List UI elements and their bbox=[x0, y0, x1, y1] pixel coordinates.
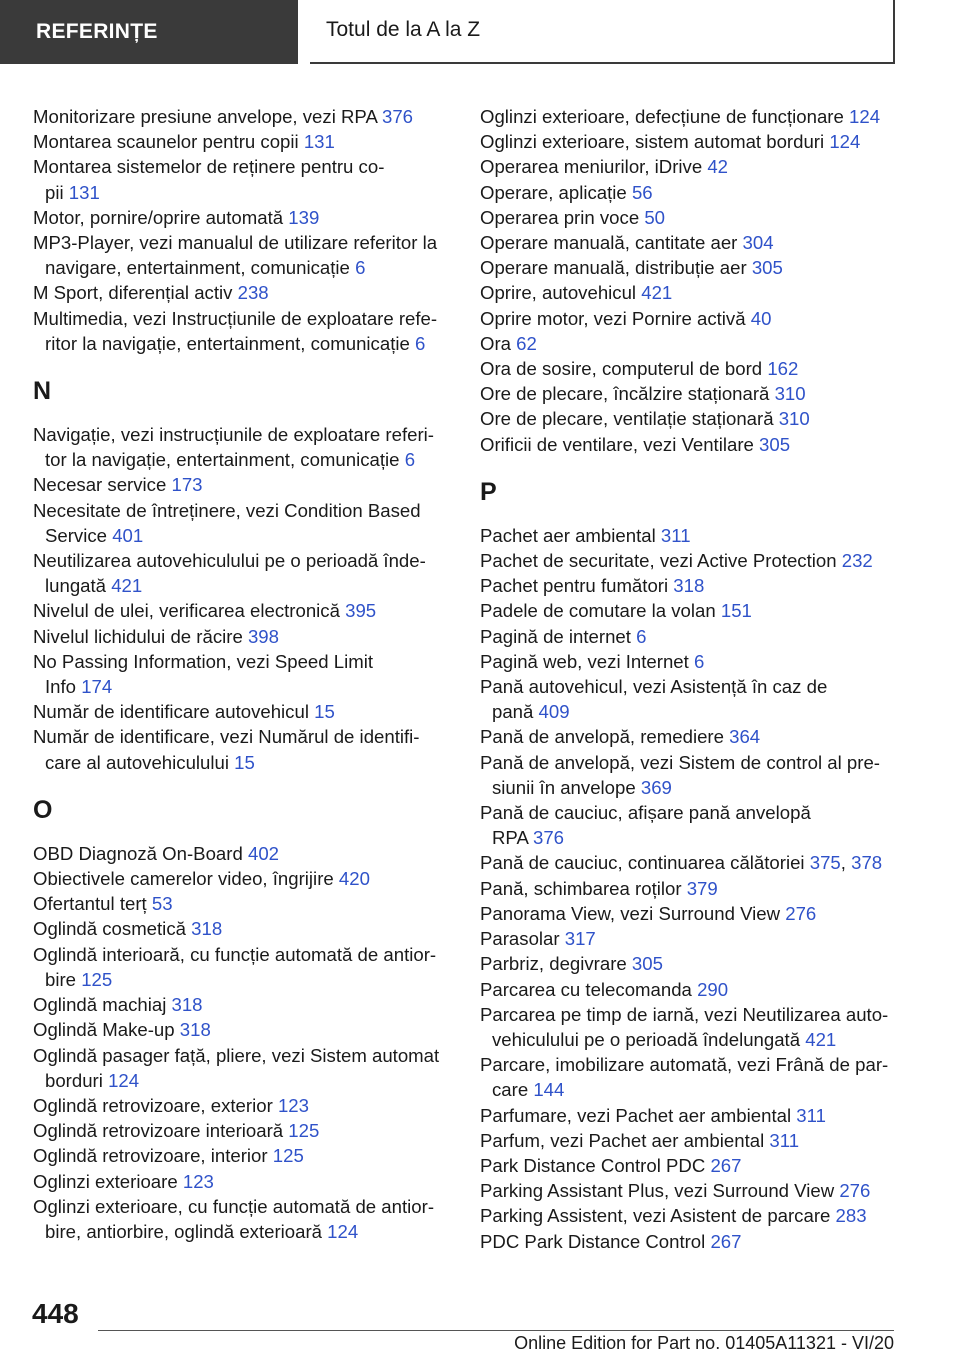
index-column-right bbox=[480, 104, 910, 1254]
index-entry-text: Parbriz, degivrare bbox=[480, 953, 627, 975]
index-entry bbox=[33, 498, 451, 548]
page-reference-link[interactable]: 123 bbox=[182, 1170, 214, 1192]
page-reference-link[interactable]: 238 bbox=[237, 282, 269, 304]
index-entry-text: tor la navigație, entertainment, comunicație bbox=[45, 449, 400, 471]
index-entry-text: navigare, entertainment, comunicație bbox=[45, 257, 350, 279]
index-entry-text: Pană de anvelopă, vezi Sistem de control al pre- bbox=[480, 751, 880, 773]
index-entry-text: Număr de identificare, vezi Numărul de identifi- bbox=[33, 726, 420, 748]
page-reference-link[interactable]: 421 bbox=[805, 1028, 837, 1050]
index-entry bbox=[33, 472, 451, 497]
page-reference-link[interactable]: 267 bbox=[710, 1154, 742, 1176]
page-number: 448 bbox=[32, 1298, 79, 1329]
index-letter-heading: P bbox=[480, 477, 497, 506]
index-entry-text: Panorama View, vezi Surround View bbox=[480, 902, 781, 924]
page-reference-link[interactable]: 62 bbox=[516, 332, 537, 354]
index-entry bbox=[33, 916, 451, 941]
index-entry bbox=[33, 230, 451, 280]
page-reference-link[interactable]: 123 bbox=[277, 1094, 309, 1116]
page-reference-link[interactable]: 318 bbox=[191, 918, 223, 940]
index-entry-text: Pană de cauciuc, afișare pană anvelopă bbox=[480, 802, 811, 824]
index-entry-text: Oglinzi exterioare, cu funcție automată de antior- bbox=[33, 1195, 435, 1217]
page-reference-link[interactable]: 162 bbox=[767, 358, 799, 380]
page-reference-link[interactable]: 124 bbox=[327, 1220, 359, 1242]
page-reference-link[interactable]: 267 bbox=[710, 1230, 742, 1252]
index-entry bbox=[480, 649, 910, 674]
index-entry-text: care bbox=[492, 1079, 529, 1101]
page-reference-link[interactable]: 6 bbox=[404, 449, 416, 471]
index-entry-text: M Sport, diferențial activ bbox=[33, 282, 233, 304]
index-entry-text: pii bbox=[45, 181, 64, 203]
index-entry bbox=[480, 724, 910, 749]
index-entry-text: Ora bbox=[480, 332, 511, 354]
index-entry bbox=[480, 977, 910, 1002]
index-entry-text: Număr de identificare autovehicul bbox=[33, 701, 309, 723]
index-entry bbox=[33, 1093, 451, 1118]
index-entry bbox=[33, 891, 451, 916]
index-entry-text: Necesitate de întreținere, vezi Condition Based bbox=[33, 499, 421, 521]
index-entry-text: Park Distance Control PDC bbox=[480, 1154, 706, 1176]
page-reference-link[interactable]: 53 bbox=[151, 893, 173, 915]
index-entry-text: Pachet pentru fumători bbox=[480, 575, 669, 597]
page-reference-link[interactable]: 50 bbox=[644, 206, 666, 228]
page-reference-link[interactable]: 40 bbox=[750, 307, 772, 329]
index-letter-heading: N bbox=[33, 377, 52, 406]
index-entry bbox=[480, 523, 910, 548]
index-entry bbox=[480, 154, 910, 179]
index-entry-text: OBD Diagnoză On-Board bbox=[33, 842, 243, 864]
page-reference-link[interactable]: 364 bbox=[729, 726, 761, 748]
index-entry bbox=[480, 1203, 910, 1228]
index-entry-text: siunii în anvelope bbox=[492, 776, 636, 798]
index-entry-text: Operare manuală, distribuție aer bbox=[480, 257, 747, 279]
index-entry-text: Info bbox=[45, 676, 77, 698]
index-entry-text: Oglindă retrovizoare interioară bbox=[33, 1120, 284, 1142]
index-entry-text: Pană, schimbarea roților bbox=[480, 877, 682, 899]
index-entry bbox=[33, 1118, 451, 1143]
page-reference-link[interactable]: 151 bbox=[720, 600, 752, 622]
index-entry bbox=[480, 876, 910, 901]
page-reference-link[interactable]: 421 bbox=[641, 282, 673, 304]
index-entry-text: Ore de plecare, încălzire staționară bbox=[480, 383, 770, 405]
index-letter-heading: O bbox=[33, 795, 53, 824]
index-entry bbox=[480, 230, 910, 255]
page-reference-link[interactable]: 6 bbox=[355, 257, 366, 279]
index-entry-text: care al autovehiculului bbox=[45, 751, 229, 773]
index-entry bbox=[480, 1128, 910, 1153]
index-entry bbox=[480, 800, 910, 850]
index-entry bbox=[33, 649, 451, 699]
index-entry-text: PDC Park Distance Control bbox=[480, 1230, 706, 1252]
index-entry bbox=[480, 674, 910, 724]
page-reference-link[interactable]: 369 bbox=[640, 776, 672, 798]
index-entry-text: Oglinzi exterioare, defecțiune de funcționare bbox=[480, 106, 844, 127]
index-entry-text: Multimedia, vezi Instrucțiunile de exploatare refe- bbox=[33, 307, 438, 329]
index-entry bbox=[33, 1017, 451, 1042]
page-reference-link[interactable]: 125 bbox=[288, 1120, 320, 1142]
index-entry-text: Pană autovehicul, vezi Asistență în caz de bbox=[480, 676, 828, 698]
index-entry bbox=[480, 1103, 910, 1128]
page-reference-link[interactable]: 379 bbox=[686, 877, 718, 899]
page-reference-link[interactable]: 174 bbox=[81, 676, 113, 698]
index-entry-text: Montarea scaunelor pentru copii bbox=[33, 131, 299, 153]
page-reference-link[interactable]: 124 bbox=[829, 131, 861, 153]
index-entry-text: Operarea meniurilor, iDrive bbox=[480, 156, 703, 178]
page-reference-link[interactable]: 144 bbox=[533, 1079, 565, 1101]
index-entry bbox=[480, 624, 910, 649]
index-entry-text: Service bbox=[45, 524, 108, 546]
page-reference-link[interactable]: 378 bbox=[851, 852, 883, 874]
index-entry-text: Parcarea cu telecomanda bbox=[480, 978, 692, 1000]
index-entry bbox=[480, 598, 910, 623]
section-tab bbox=[0, 0, 298, 64]
page-reference-link[interactable]: 305 bbox=[751, 257, 783, 279]
index-entry-text: Nivelul de ulei, verificarea electronică bbox=[33, 600, 340, 622]
index-entry-text: Obiectivele camerelor video, îngrijire bbox=[33, 868, 334, 890]
page-reference-link[interactable]: 310 bbox=[774, 383, 806, 405]
page-reference-link[interactable]: 232 bbox=[841, 550, 873, 572]
page-reference-link[interactable]: 311 bbox=[769, 1129, 800, 1151]
page-reference-link[interactable]: 131 bbox=[303, 131, 335, 153]
index-entry: Pană de cauciuc, continuarea călătoriei 375, 378 bbox=[480, 852, 883, 874]
index-entry-text: Pagină de internet bbox=[480, 625, 631, 647]
index-entry bbox=[480, 1153, 910, 1178]
index-entry-text: Parasolar bbox=[480, 928, 560, 950]
index-entry-text: Oglindă cosmetică bbox=[33, 918, 186, 940]
index-entry-text: Ofertantul terț bbox=[33, 893, 147, 915]
section-label: REFERINȚE bbox=[36, 20, 158, 43]
index-entry-text: Montarea sistemelor de reținere pentru co- bbox=[33, 156, 385, 178]
index-entry bbox=[33, 841, 451, 866]
index-entry bbox=[480, 381, 910, 406]
page-reference-link[interactable]: 304 bbox=[742, 232, 774, 254]
index-entry bbox=[33, 280, 451, 305]
footer-divider bbox=[98, 1330, 894, 1331]
index-column-left bbox=[33, 104, 451, 1244]
index-entry bbox=[480, 129, 910, 154]
index-entry bbox=[480, 356, 910, 381]
index-entry-text: RPA bbox=[492, 827, 528, 849]
page-reference-link[interactable]: 15 bbox=[314, 701, 335, 723]
index-entry-text: Operare manuală, cantitate aer bbox=[480, 232, 738, 254]
index-entry-text: Padele de comutare la volan bbox=[480, 600, 716, 622]
page-reference-link[interactable]: 318 bbox=[171, 994, 203, 1016]
index-entry-text: Oglindă pasager față, pliere, vezi Sistem automat bbox=[33, 1044, 440, 1066]
index-entry-text: bire, antiorbire, oglindă exterioară bbox=[45, 1220, 322, 1242]
index-entry bbox=[33, 699, 451, 724]
index-entry bbox=[33, 866, 451, 891]
index-entry-text: Navigație, vezi instrucțiunile de exploatare referi- bbox=[33, 424, 434, 446]
index-entry-text: Oprire motor, vezi Pornire activă bbox=[480, 307, 746, 329]
index-entry bbox=[33, 942, 451, 992]
index-entry-text: Oglindă retrovizoare, exterior bbox=[33, 1094, 273, 1116]
page-reference-link[interactable]: 376 bbox=[382, 106, 414, 127]
index-entry bbox=[480, 406, 910, 431]
page-reference-link[interactable]: 395 bbox=[345, 600, 377, 622]
index-entry-text: Monitorizare presiune anvelope, vezi RPA bbox=[33, 106, 377, 127]
page-reference-link[interactable]: 305 bbox=[631, 953, 663, 975]
index-entry-text: Oglinzi exterioare bbox=[33, 1170, 178, 1192]
index-entry bbox=[480, 255, 910, 280]
page-reference-link[interactable]: 283 bbox=[835, 1205, 867, 1227]
page-reference-link[interactable]: 173 bbox=[171, 474, 203, 496]
index-entry-text: vehiculului pe o perioadă îndelungată bbox=[492, 1028, 801, 1050]
page-reference-link[interactable]: 15 bbox=[234, 751, 255, 773]
index-entry bbox=[480, 280, 910, 305]
index-entry bbox=[33, 624, 451, 649]
index-entry-text: Necesar service bbox=[33, 474, 167, 496]
page-reference-link[interactable]: 124 bbox=[108, 1069, 140, 1091]
index-entry-text: Operare, aplicație bbox=[480, 181, 627, 203]
page-reference-link[interactable]: 311 bbox=[796, 1104, 826, 1126]
index-entry-text: pană bbox=[492, 701, 534, 723]
index-entry bbox=[480, 926, 910, 951]
index-entry-text: Pachet de securitate, vezi Active Protection bbox=[480, 550, 837, 572]
index-entry bbox=[480, 901, 910, 926]
page-reference-link[interactable]: 6 bbox=[693, 650, 705, 672]
index-entry bbox=[480, 104, 910, 129]
page-reference-link[interactable]: 124 bbox=[849, 106, 881, 127]
index-entry-text: MP3-Player, vezi manualul de utilizare referitor la bbox=[33, 232, 438, 254]
page-reference-link[interactable]: 290 bbox=[697, 978, 729, 1000]
index-entry bbox=[480, 573, 910, 598]
page-reference-link[interactable]: 409 bbox=[538, 701, 570, 723]
page-title bbox=[310, 0, 895, 64]
index-entry bbox=[480, 548, 910, 573]
index-entry bbox=[480, 1002, 910, 1052]
index-entry-text: Oglindă interioară, cu funcție automată de antior- bbox=[33, 943, 437, 965]
page-reference-link[interactable]: 310 bbox=[778, 408, 810, 430]
index-entry-text: borduri bbox=[45, 1069, 103, 1091]
index-entry bbox=[480, 180, 910, 205]
page-title-text: Totul de la A la Z bbox=[326, 18, 481, 41]
page-reference-link[interactable]: 375 bbox=[809, 852, 841, 874]
index-entry-text: Motor, pornire/oprire automată bbox=[33, 206, 284, 228]
index-entry bbox=[33, 1043, 451, 1093]
index-entry bbox=[33, 104, 451, 129]
index-entry-text: Nivelul lichidului de răcire bbox=[33, 625, 243, 647]
index-entry-text: Parking Assistent, vezi Asistent de parcare bbox=[480, 1205, 831, 1227]
page-reference-link[interactable]: 398 bbox=[247, 625, 279, 647]
index-entry-text: Ora de sosire, computerul de bord bbox=[480, 358, 763, 380]
index-entry bbox=[33, 1194, 451, 1244]
page-reference-link[interactable]: 6 bbox=[415, 332, 426, 354]
index-entry bbox=[480, 951, 910, 976]
page-reference-link[interactable]: 276 bbox=[839, 1180, 871, 1202]
page-reference-link[interactable]: 421 bbox=[111, 575, 143, 597]
page-reference-link[interactable]: 402 bbox=[247, 842, 280, 864]
page-reference-link[interactable]: 56 bbox=[631, 181, 653, 203]
index-entry bbox=[33, 1169, 451, 1194]
index-entry-text: Neutilizarea autovehiculului pe o perioadă înde- bbox=[33, 550, 426, 572]
index-entry-text: Operarea prin voce bbox=[480, 206, 640, 228]
index-entry-text: bire bbox=[45, 968, 77, 990]
index-entry-text: Parfum, vezi Pachet aer ambiental bbox=[480, 1129, 765, 1151]
page-reference-link[interactable]: 376 bbox=[533, 827, 565, 849]
index-entry bbox=[33, 992, 451, 1017]
index-entry bbox=[480, 750, 910, 800]
footer-edition: Online Edition for Part no. 01405A11321 - VI/20 bbox=[514, 1333, 894, 1353]
page-reference-link[interactable]: 311 bbox=[660, 524, 691, 546]
page-reference-link[interactable]: 139 bbox=[288, 206, 320, 228]
index-entry bbox=[33, 724, 451, 774]
page-reference-link[interactable]: 131 bbox=[68, 181, 100, 203]
index-entry-text: Oglindă machiaj bbox=[33, 994, 167, 1016]
index-entry-text: No Passing Information, vezi Speed Limit bbox=[33, 650, 374, 672]
index-entry-text: Oglindă retrovizoare, interior bbox=[33, 1145, 268, 1167]
index-entry-text: Oglinzi exterioare, sistem automat borduri bbox=[480, 131, 825, 153]
index-entry-text: Parcare, imobilizare automată, vezi Frână de par- bbox=[480, 1054, 889, 1076]
index-entry-text: Pană de cauciuc, continuarea călătoriei bbox=[480, 852, 805, 874]
index-entry-text: Pachet aer ambiental bbox=[480, 524, 656, 546]
index-entry bbox=[480, 432, 910, 457]
index-entry-text: Pană de anvelopă, remediere bbox=[480, 726, 724, 748]
page-reference-link[interactable]: 401 bbox=[112, 524, 144, 546]
index-entry-text: Oprire, autovehicul bbox=[480, 282, 637, 304]
index-entry bbox=[33, 154, 451, 204]
index-entry bbox=[33, 598, 451, 623]
index-entry bbox=[480, 1052, 910, 1102]
index-entry bbox=[480, 306, 910, 331]
page-reference-link[interactable]: 318 bbox=[673, 575, 705, 597]
index-entry bbox=[33, 129, 451, 154]
index-entry-text: Parcarea pe timp de iarnă, vezi Neutilizarea auto- bbox=[480, 1003, 889, 1025]
index-entry bbox=[480, 205, 910, 230]
index-entry-text: Oglindă Make-up bbox=[33, 1019, 175, 1041]
index-entry-text: Parfumare, vezi Pachet aer ambiental bbox=[480, 1104, 792, 1126]
index-entry bbox=[33, 205, 451, 230]
index-entry bbox=[33, 422, 451, 472]
page-reference-link[interactable]: 42 bbox=[707, 156, 729, 178]
index-entry bbox=[480, 331, 910, 356]
index-entry bbox=[480, 1178, 910, 1203]
page-reference-link[interactable]: 318 bbox=[179, 1019, 211, 1041]
index-entry bbox=[33, 306, 451, 356]
index-entry-text: ritor la navigație, entertainment, comunicație bbox=[45, 332, 410, 354]
page-reference-link[interactable]: 6 bbox=[636, 625, 647, 647]
index-entry bbox=[33, 1143, 451, 1168]
page-reference-link[interactable]: 276 bbox=[785, 902, 817, 924]
page-reference-link[interactable]: 305 bbox=[759, 433, 791, 455]
page-reference-link[interactable]: 125 bbox=[81, 968, 113, 990]
index-entry-text: Ore de plecare, ventilație staționară bbox=[480, 408, 774, 430]
index-entry-text: lungată bbox=[45, 575, 107, 597]
page-reference-link[interactable]: 420 bbox=[338, 868, 370, 890]
index-entry-text: Parking Assistant Plus, vezi Surround View bbox=[480, 1180, 835, 1202]
index-entry bbox=[33, 548, 451, 598]
index-entry-text: Pagină web, vezi Internet bbox=[480, 650, 689, 672]
index-entry bbox=[480, 1229, 910, 1254]
page-reference-link[interactable]: 317 bbox=[564, 928, 596, 950]
page-reference-link[interactable]: 125 bbox=[272, 1145, 304, 1167]
index-entry-text: Orificii de ventilare, vezi Ventilare bbox=[480, 433, 754, 455]
